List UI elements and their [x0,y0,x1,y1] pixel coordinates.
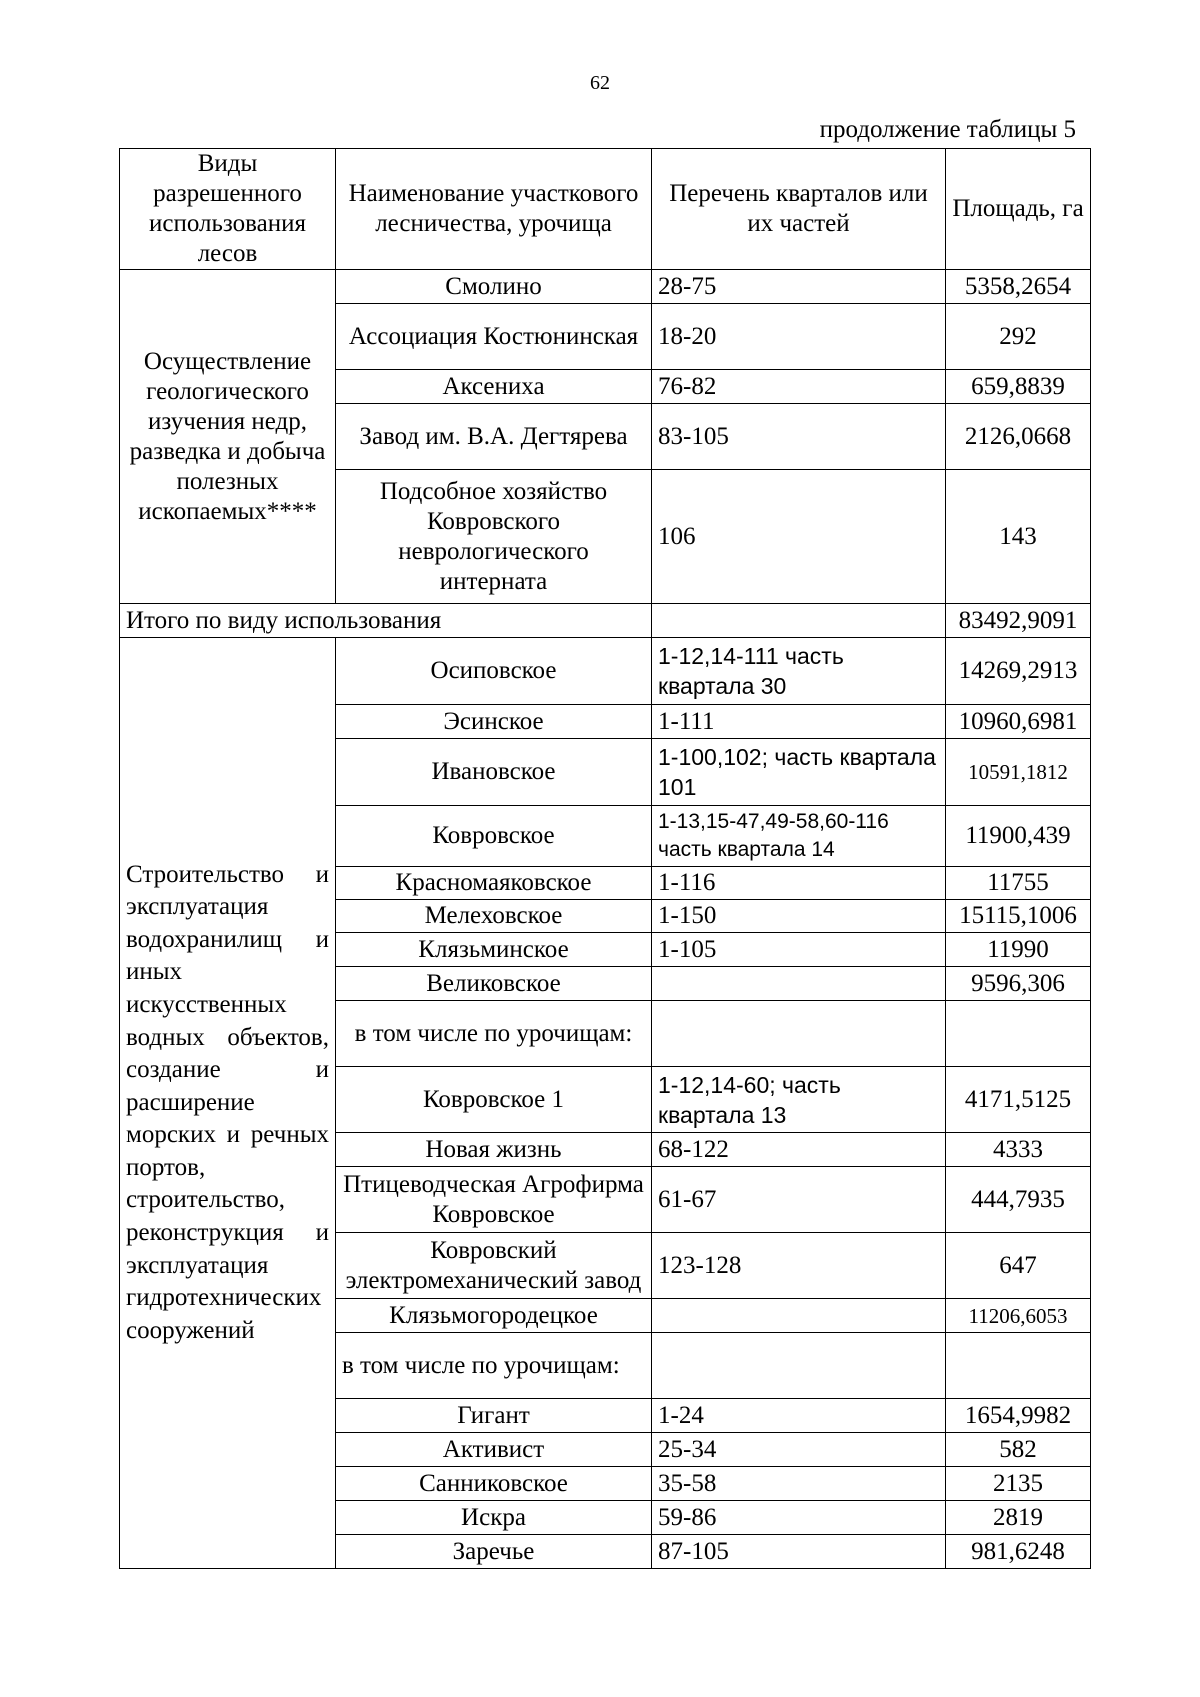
quarters: 83-105 [652,404,946,470]
area: 582 [946,1433,1091,1467]
forestry-name: Новая жизнь [336,1133,652,1167]
forestry-name: Активист [336,1433,652,1467]
quarters [652,1001,946,1067]
area: 11900,439 [946,806,1091,867]
forestry-name: Смолино [336,270,652,304]
forestry-name: Ковровский электромеханический завод [336,1233,652,1299]
quarters [652,967,946,1001]
header-forestry-name: Наименование участкового лесничества, урочища [336,149,652,270]
area: 10960,6981 [946,705,1091,739]
area: 2135 [946,1467,1091,1501]
header-use-type: Виды разрешенного использования лесов [120,149,336,270]
quarters: 18-20 [652,304,946,370]
area: 2819 [946,1501,1091,1535]
area: 10591,1812 [946,739,1091,806]
area: 11990 [946,933,1091,967]
area: 11755 [946,867,1091,900]
forestry-name: Красномаяковское [336,867,652,900]
quarters [652,1299,946,1333]
forestry-name: Подсобное хозяйство Ковровского неврологического интерната [336,470,652,604]
quarters: 68-122 [652,1133,946,1167]
forestry-name: Аксениха [336,370,652,404]
area: 9596,306 [946,967,1091,1001]
area [946,1333,1091,1399]
total-label: Итого по виду использования [120,604,652,638]
area: 1654,9982 [946,1399,1091,1433]
subgroup-label: в том числе по урочищам: [336,1333,652,1399]
use-type-geology: Осуществление геологического изучения недр, разведка и добыча полезных ископаемых**** [120,270,336,604]
quarters: 1-12,14-60; часть квартала 13 [652,1067,946,1133]
area: 14269,2913 [946,638,1091,705]
forest-use-table [119,148,1091,1569]
total-row [120,604,1091,638]
total-quarters-empty [652,604,946,638]
area: 4333 [946,1133,1091,1167]
forestry-name: Ковровское 1 [336,1067,652,1133]
forestry-name: Искра [336,1501,652,1535]
forestry-name: Ассоциация Костюнинская [336,304,652,370]
area: 659,8839 [946,370,1091,404]
quarters: 59-86 [652,1501,946,1535]
quarters: 1-150 [652,900,946,933]
quarters: 1-111 [652,705,946,739]
forestry-name: Осиповское [336,638,652,705]
forestry-name: Гигант [336,1399,652,1433]
use-type-construction: Строительство и эксплуатация водохранилищ и иных искусственных водных объектов, создание и расширение морских и речных портов, строительство, реконструкция и эксплуатация гидротехнических сооружений [120,638,336,1569]
forestry-name: Эсинское [336,705,652,739]
area: 444,7935 [946,1167,1091,1233]
quarters [652,1333,946,1399]
quarters: 35-58 [652,1467,946,1501]
subgroup-label: в том числе по урочищам: [336,1001,652,1067]
quarters: 25-34 [652,1433,946,1467]
quarters: 61-67 [652,1167,946,1233]
quarters: 76-82 [652,370,946,404]
quarters: 1-105 [652,933,946,967]
page-number: 62 [590,72,610,94]
forestry-name: Санниковское [336,1467,652,1501]
quarters: 1-100,102; часть квартала 101 [652,739,946,806]
forestry-name: Ковровское [336,806,652,867]
area: 11206,6053 [946,1299,1091,1333]
area: 5358,2654 [946,270,1091,304]
quarters: 1-24 [652,1399,946,1433]
table-row [120,638,1091,705]
forestry-name: Заречье [336,1535,652,1569]
forestry-name: Великовское [336,967,652,1001]
quarters: 106 [652,470,946,604]
quarters: 1-13,15-47,49-58,60-116 часть квартала 14 [652,806,946,867]
area: 2126,0668 [946,404,1091,470]
table-caption: продолжение таблицы 5 [819,116,1076,143]
forestry-name: Клязьминское [336,933,652,967]
area: 4171,5125 [946,1067,1091,1133]
quarters: 28-75 [652,270,946,304]
table-header-row [120,149,1091,270]
total-area: 83492,9091 [946,604,1091,638]
quarters: 123-128 [652,1233,946,1299]
forestry-name: Клязьмогородецкое [336,1299,652,1333]
header-area: Площадь, га [946,149,1091,270]
header-quarters: Перечень кварталов или их частей [652,149,946,270]
quarters: 1-116 [652,867,946,900]
forestry-name: Мелеховское [336,900,652,933]
quarters: 87-105 [652,1535,946,1569]
area: 143 [946,470,1091,604]
area: 981,6248 [946,1535,1091,1569]
forestry-name: Птицеводческая Агрофирма Ковровское [336,1167,652,1233]
forestry-name: Завод им. В.А. Дегтярева [336,404,652,470]
area: 292 [946,304,1091,370]
forestry-name: Ивановское [336,739,652,806]
table-row [120,270,1091,304]
area: 647 [946,1233,1091,1299]
quarters: 1-12,14-111 часть квартала 30 [652,638,946,705]
area: 15115,1006 [946,900,1091,933]
area [946,1001,1091,1067]
